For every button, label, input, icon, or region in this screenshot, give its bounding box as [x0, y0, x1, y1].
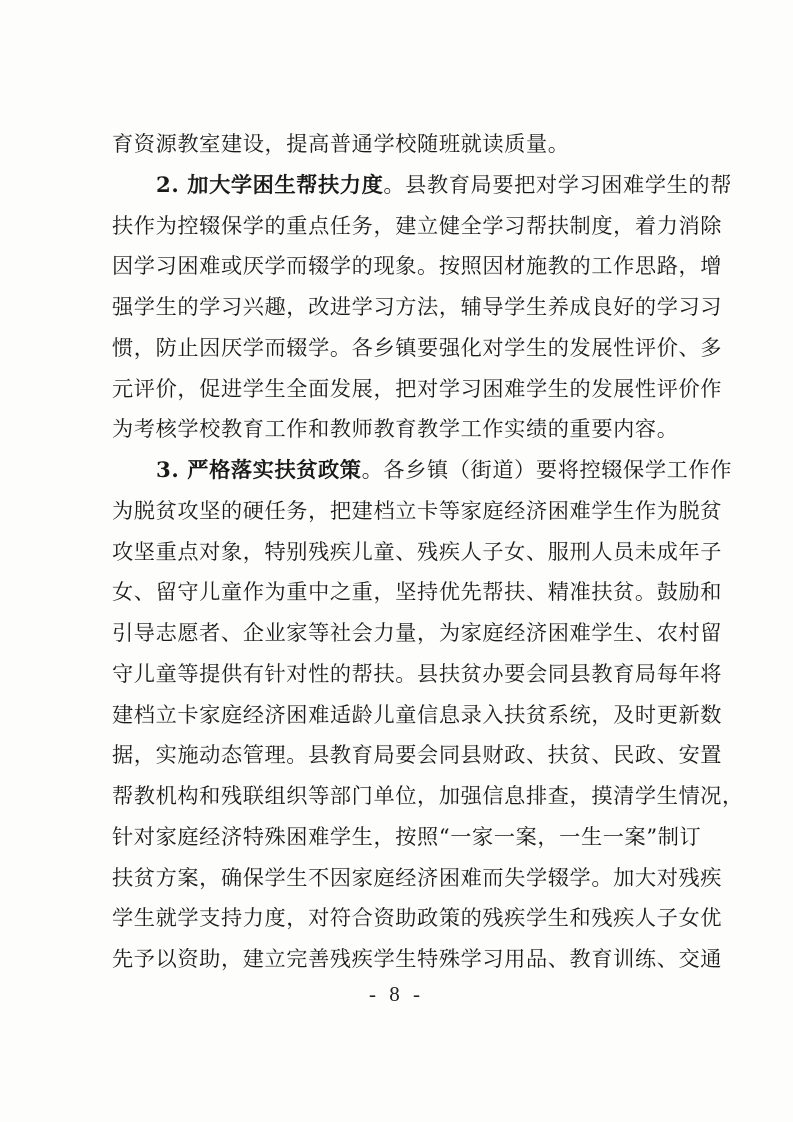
- text-line: 。县教育局要把对学习困难学生的帮: [383, 171, 732, 197]
- text-line: 惯，防止因厌学而辍学。各乡镇要强化对学生的发展性评价、多: [112, 334, 723, 360]
- text-line: 学生就学支持力度，对符合资助政策的残疾学生和残疾人子女优: [112, 905, 723, 931]
- text-line: 扶贫方案，确保学生不因家庭经济困难而失学辍学。加大对残疾: [112, 864, 723, 890]
- paragraph-continuation: [112, 124, 694, 165]
- text-line: 为考核学校教育工作和教师教育教学工作实绩的重要内容。: [112, 416, 679, 442]
- section-3-heading: 3. 严格落实扶贫政策: [156, 457, 362, 482]
- section-2-first-line: [112, 165, 732, 206]
- text-line: 建档立卡家庭经济困难适龄儿童信息录入扶贫系统，及时更新数: [112, 701, 723, 727]
- text-line: 为脱贫攻坚的硬任务，把建档立卡等家庭经济困难学生作为脱贫: [112, 497, 723, 523]
- text-line: 育资源教室建设，提高普通学校随班就读质量。: [112, 131, 570, 156]
- text-line: 先予以资助，建立完善残疾学生特殊学习用品、教育训练、交通: [112, 946, 723, 971]
- text-line: 据，实施动态管理。县教育局要会同县财政、扶贫、民政、安置: [112, 742, 723, 768]
- section-3-first-line: [112, 450, 732, 491]
- text-line: 引导志愿者、企业家等社会力量，为家庭经济困难学生、农村留: [112, 620, 723, 645]
- text-line: 攻坚重点对象，特别残疾儿童、残疾人子女、服刑人员未成年子: [112, 538, 723, 564]
- body-text: [112, 124, 744, 980]
- text-line: 元评价，促进学生全面发展，把对学习困难学生的发展性评价作: [112, 375, 723, 401]
- text-line: 因学习困难或厌学而辍学的现象。按照因材施教的工作思路，增: [112, 253, 723, 279]
- text-line: 帮教机构和残联组织等部门单位，加强信息排查，摸清学生情况，: [112, 783, 744, 808]
- section-2-heading: 2. 加大学困生帮扶力度: [156, 171, 384, 197]
- text-line: 守儿童等提供有针对性的帮扶。县扶贫办要会同县教育局每年将: [112, 660, 723, 686]
- page-number: - 8 -: [369, 982, 424, 1006]
- text-line: 女、留守儿童作为重中之重，坚持优先帮扶、精准扶贫。鼓励和: [112, 579, 723, 605]
- text-line: 强学生的学习兴趣，改进学习方法，辅导学生养成良好的学习习: [112, 294, 723, 319]
- text-line: 扶作为控辍保学的重点任务，建立健全学习帮扶制度，着力消除: [112, 212, 723, 238]
- text-line: 。各乡镇（街道）要将控辍保学工作作: [361, 457, 732, 482]
- text-line: 针对家庭经济特殊困难学生，按照“一家一案，一生一案”制订: [112, 823, 702, 849]
